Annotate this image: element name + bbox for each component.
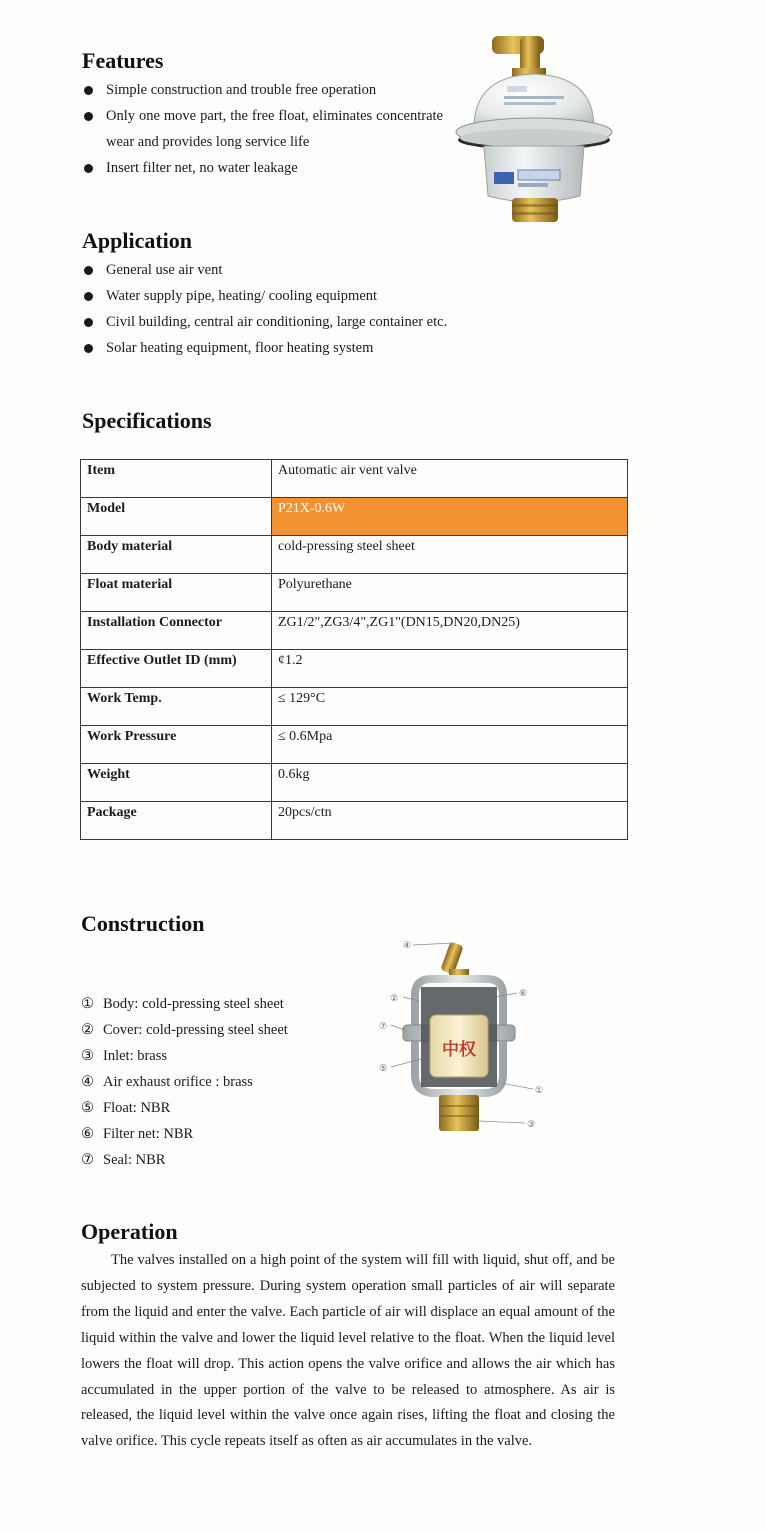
- callout-label: ④: [403, 940, 412, 950]
- spec-key: Installation Connector: [81, 612, 272, 650]
- list-item: ⑦ Seal: NBR: [81, 1152, 166, 1168]
- spec-value: ≤ 129°C: [272, 688, 628, 726]
- spec-key: Effective Outlet ID (mm): [81, 650, 272, 688]
- valve-cutaway-diagram: [375, 935, 565, 1140]
- list-item: ② Cover: cold-pressing steel sheet: [81, 1022, 288, 1038]
- spec-value: Polyurethane: [272, 574, 628, 612]
- construction-heading: Construction: [81, 911, 205, 936]
- bullet-icon: [84, 344, 93, 353]
- list-item: ① Body: cold-pressing steel sheet: [81, 996, 284, 1012]
- list-item: ③ Inlet: brass: [81, 1048, 168, 1064]
- table-row: [81, 460, 628, 498]
- spec-value: cold-pressing steel sheet: [272, 536, 628, 574]
- bullet-icon: [84, 318, 93, 327]
- callout-label: ⑤: [379, 1063, 388, 1073]
- feature-item: Insert filter net, no water leakage: [82, 155, 443, 181]
- callout-label: ⑦: [379, 1021, 388, 1031]
- spec-value: ≤ 0.6Mpa: [272, 726, 628, 764]
- table-row: [81, 498, 628, 536]
- spec-key: Float material: [81, 574, 272, 612]
- bullet-icon: [84, 292, 93, 301]
- spec-value-highlighted: P21X-0.6W: [272, 498, 628, 536]
- feature-item: Simple construction and trouble free operation: [82, 77, 443, 103]
- feature-item: Only one move part, the free float, eliminates concentrate wear and provides long service life: [82, 103, 443, 155]
- spec-key: Work Pressure: [81, 726, 272, 764]
- list-item: ④ Air exhaust orifice : brass: [81, 1074, 253, 1090]
- table-row: [81, 650, 628, 688]
- bullet-icon: [84, 164, 93, 173]
- float-brand-mark: 中权: [442, 1040, 476, 1060]
- list-item: ⑥ Filter net: NBR: [81, 1126, 194, 1142]
- specifications-heading: Specifications: [82, 408, 212, 433]
- table-row: [81, 764, 628, 802]
- application-item: Solar heating equipment, floor heating system: [82, 335, 502, 361]
- application-item: Water supply pipe, heating/ cooling equipment: [82, 283, 502, 309]
- valve-product-image: [452, 28, 617, 228]
- operation-paragraph: The valves installed on a high point of the system will fill with liquid, shut off, and be subjected to system pressure. During system operation small particles of air will separate from the liquid and enter the valve. Each particle of air will displace an equal amount of the liquid within the valve and lower the liquid level relative to the float. When the liquid level lowers the float will drop. This action opens the valve orifice and allows the air which has accumulated in the upper portion of the valve to be released to atmosphere. As air is released, the liquid level within the valve once again rises, lifting the float and closing the valve orifice. This cycle repeats itself as often as air accumulates in the valve.: [81, 1252, 615, 1450]
- features-list: [82, 77, 443, 181]
- application-list: [82, 257, 502, 361]
- features-heading: Features: [82, 48, 164, 73]
- table-row: [81, 688, 628, 726]
- table-row: [81, 612, 628, 650]
- spec-value: Automatic air vent valve: [272, 460, 628, 498]
- spec-value: 0.6kg: [272, 764, 628, 802]
- application-item: Civil building, central air conditioning, large container etc.: [82, 309, 502, 335]
- spec-key: Model: [81, 498, 272, 536]
- spec-key: Package: [81, 802, 272, 840]
- callout-label: ⑥: [519, 988, 528, 998]
- operation-heading: Operation: [81, 1219, 178, 1244]
- table-row: [81, 574, 628, 612]
- spec-key: Item: [81, 460, 272, 498]
- spec-key: Work Temp.: [81, 688, 272, 726]
- table-row: [81, 536, 628, 574]
- spec-value: ZG1/2",ZG3/4",ZG1"(DN15,DN20,DN25): [272, 612, 628, 650]
- application-item: General use air vent: [82, 257, 502, 283]
- application-heading: Application: [82, 228, 193, 253]
- callout-label: ①: [535, 1085, 544, 1095]
- spec-value: 20pcs/ctn: [272, 802, 628, 840]
- callout-label: ③: [527, 1119, 536, 1129]
- bullet-icon: [84, 266, 93, 275]
- table-row: [81, 802, 628, 840]
- spec-value: ¢1.2: [272, 650, 628, 688]
- construction-parts-list: [81, 991, 381, 1173]
- bullet-icon: [84, 86, 93, 95]
- bullet-icon: [84, 112, 93, 121]
- spec-key: Body material: [81, 536, 272, 574]
- spec-key: Weight: [81, 764, 272, 802]
- table-row: [81, 726, 628, 764]
- list-item: ⑤ Float: NBR: [81, 1100, 171, 1116]
- specifications-table: [80, 459, 628, 840]
- callout-label: ②: [390, 993, 399, 1003]
